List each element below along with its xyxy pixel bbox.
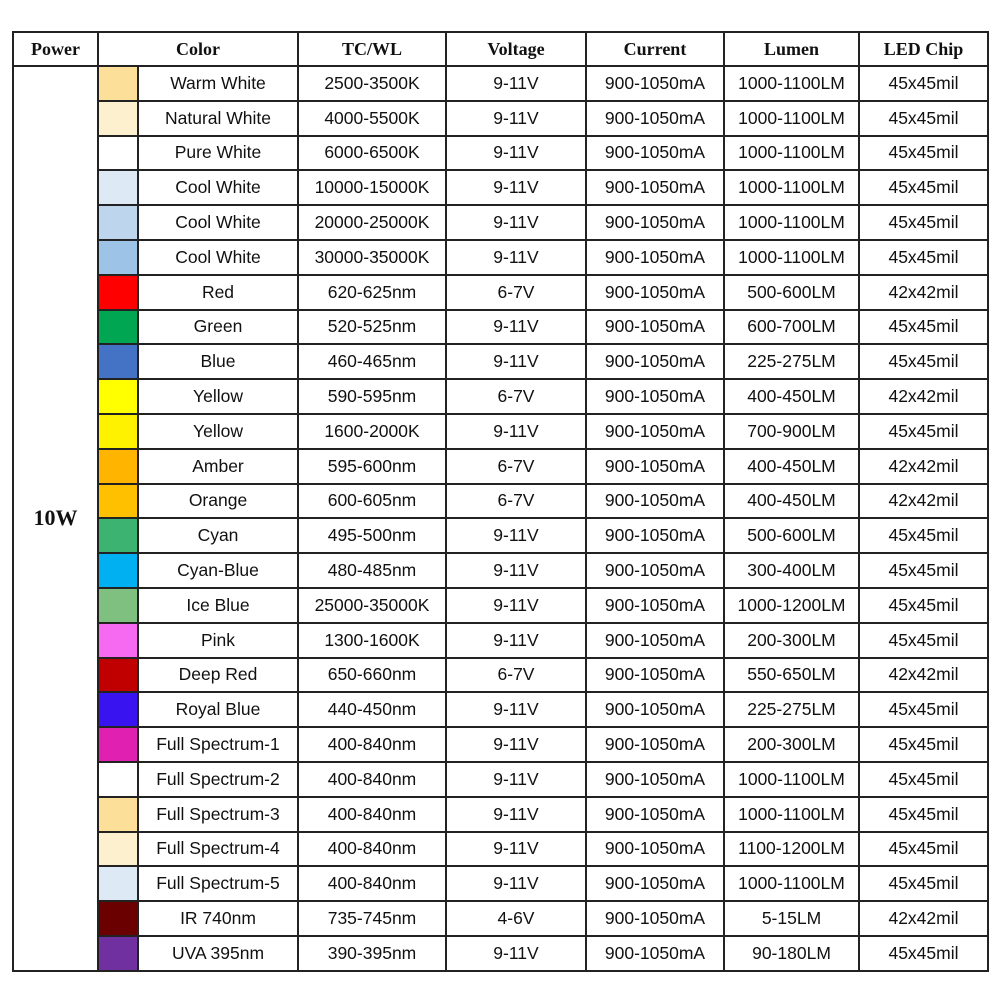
power-cell: 10W — [13, 66, 98, 971]
table-row — [13, 901, 988, 936]
lumen-cell: 550-650LM — [724, 658, 859, 693]
led-chip-cell: 45x45mil — [859, 136, 988, 171]
color-name-cell: Cool White — [138, 240, 298, 275]
current-cell: 900-1050mA — [586, 762, 724, 797]
lumen-cell: 1000-1100LM — [724, 66, 859, 101]
color-name-cell: Cool White — [138, 170, 298, 205]
table-row — [13, 553, 988, 588]
current-cell: 900-1050mA — [586, 275, 724, 310]
current-cell: 900-1050mA — [586, 866, 724, 901]
table-row — [13, 310, 988, 345]
table-row — [13, 205, 988, 240]
voltage-cell: 9-11V — [446, 101, 586, 136]
led-chip-cell: 45x45mil — [859, 310, 988, 345]
led-chip-cell: 45x45mil — [859, 797, 988, 832]
led-spec-table — [12, 31, 989, 972]
led-chip-cell: 42x42mil — [859, 379, 988, 414]
header-led-chip: LED Chip — [859, 32, 988, 66]
voltage-cell: 9-11V — [446, 832, 586, 867]
led-chip-cell: 45x45mil — [859, 205, 988, 240]
led-chip-cell: 45x45mil — [859, 170, 988, 205]
lumen-cell: 1000-1100LM — [724, 240, 859, 275]
lumen-cell: 90-180LM — [724, 936, 859, 971]
tcwl-cell: 10000-15000K — [298, 170, 446, 205]
color-swatch — [98, 866, 138, 901]
current-cell: 900-1050mA — [586, 66, 724, 101]
color-name-cell: Blue — [138, 344, 298, 379]
color-swatch — [98, 414, 138, 449]
tcwl-cell: 440-450nm — [298, 692, 446, 727]
color-swatch — [98, 518, 138, 553]
lumen-cell: 225-275LM — [724, 692, 859, 727]
voltage-cell: 9-11V — [446, 553, 586, 588]
color-name-cell: Full Spectrum-3 — [138, 797, 298, 832]
voltage-cell: 9-11V — [446, 727, 586, 762]
current-cell: 900-1050mA — [586, 658, 724, 693]
tcwl-cell: 1600-2000K — [298, 414, 446, 449]
current-cell: 900-1050mA — [586, 344, 724, 379]
voltage-cell: 9-11V — [446, 136, 586, 171]
voltage-cell: 9-11V — [446, 866, 586, 901]
color-name-cell: Green — [138, 310, 298, 345]
table-row — [13, 588, 988, 623]
current-cell: 900-1050mA — [586, 205, 724, 240]
led-chip-cell: 45x45mil — [859, 832, 988, 867]
led-chip-cell: 42x42mil — [859, 275, 988, 310]
color-swatch — [98, 205, 138, 240]
led-chip-cell: 42x42mil — [859, 484, 988, 519]
lumen-cell: 1000-1100LM — [724, 866, 859, 901]
tcwl-cell: 400-840nm — [298, 762, 446, 797]
current-cell: 900-1050mA — [586, 692, 724, 727]
led-chip-cell: 45x45mil — [859, 66, 988, 101]
lumen-cell: 400-450LM — [724, 379, 859, 414]
color-name-cell: Red — [138, 275, 298, 310]
led-chip-cell: 45x45mil — [859, 623, 988, 658]
voltage-cell: 6-7V — [446, 379, 586, 414]
color-name-cell: Cool White — [138, 205, 298, 240]
tcwl-cell: 25000-35000K — [298, 588, 446, 623]
led-chip-cell: 42x42mil — [859, 449, 988, 484]
voltage-cell: 9-11V — [446, 762, 586, 797]
table-row — [13, 414, 988, 449]
header-lumen: Lumen — [724, 32, 859, 66]
color-name-cell: Pure White — [138, 136, 298, 171]
lumen-cell: 1000-1100LM — [724, 762, 859, 797]
current-cell: 900-1050mA — [586, 136, 724, 171]
table-row — [13, 136, 988, 171]
voltage-cell: 6-7V — [446, 484, 586, 519]
current-cell: 900-1050mA — [586, 310, 724, 345]
tcwl-cell: 20000-25000K — [298, 205, 446, 240]
lumen-cell: 1000-1100LM — [724, 136, 859, 171]
table-row — [13, 484, 988, 519]
voltage-cell: 9-11V — [446, 518, 586, 553]
color-name-cell: Natural White — [138, 101, 298, 136]
tcwl-cell: 30000-35000K — [298, 240, 446, 275]
color-name-cell: Yellow — [138, 414, 298, 449]
lumen-cell: 1000-1100LM — [724, 797, 859, 832]
tcwl-cell: 600-605nm — [298, 484, 446, 519]
table-row — [13, 727, 988, 762]
color-swatch — [98, 901, 138, 936]
color-swatch — [98, 136, 138, 171]
table-row — [13, 170, 988, 205]
table-row — [13, 832, 988, 867]
led-chip-cell: 45x45mil — [859, 344, 988, 379]
tcwl-cell: 460-465nm — [298, 344, 446, 379]
lumen-cell: 700-900LM — [724, 414, 859, 449]
table-row — [13, 658, 988, 693]
table-row — [13, 275, 988, 310]
tcwl-cell: 595-600nm — [298, 449, 446, 484]
voltage-cell: 6-7V — [446, 449, 586, 484]
lumen-cell: 200-300LM — [724, 727, 859, 762]
table-row — [13, 762, 988, 797]
color-name-cell: Ice Blue — [138, 588, 298, 623]
table-row — [13, 623, 988, 658]
tcwl-cell: 1300-1600K — [298, 623, 446, 658]
color-swatch — [98, 310, 138, 345]
color-swatch — [98, 762, 138, 797]
lumen-cell: 225-275LM — [724, 344, 859, 379]
voltage-cell: 9-11V — [446, 623, 586, 658]
tcwl-cell: 480-485nm — [298, 553, 446, 588]
color-swatch — [98, 623, 138, 658]
color-name-cell: Warm White — [138, 66, 298, 101]
current-cell: 900-1050mA — [586, 170, 724, 205]
led-chip-cell: 42x42mil — [859, 658, 988, 693]
header-power: Power — [13, 32, 98, 66]
current-cell: 900-1050mA — [586, 484, 724, 519]
color-swatch — [98, 170, 138, 205]
led-chip-cell: 45x45mil — [859, 692, 988, 727]
lumen-cell: 1100-1200LM — [724, 832, 859, 867]
table-row — [13, 866, 988, 901]
voltage-cell: 9-11V — [446, 205, 586, 240]
lumen-cell: 300-400LM — [724, 553, 859, 588]
tcwl-cell: 400-840nm — [298, 727, 446, 762]
color-name-cell: UVA 395nm — [138, 936, 298, 971]
current-cell: 900-1050mA — [586, 518, 724, 553]
current-cell: 900-1050mA — [586, 797, 724, 832]
color-name-cell: Full Spectrum-2 — [138, 762, 298, 797]
table-row — [13, 344, 988, 379]
lumen-cell: 1000-1100LM — [724, 205, 859, 240]
header-tcwl: TC/WL — [298, 32, 446, 66]
led-chip-cell: 45x45mil — [859, 866, 988, 901]
table-row — [13, 518, 988, 553]
header-current: Current — [586, 32, 724, 66]
led-chip-cell: 45x45mil — [859, 936, 988, 971]
tcwl-cell: 400-840nm — [298, 797, 446, 832]
tcwl-cell: 590-595nm — [298, 379, 446, 414]
color-swatch — [98, 275, 138, 310]
voltage-cell: 4-6V — [446, 901, 586, 936]
led-chip-cell: 45x45mil — [859, 553, 988, 588]
led-chip-cell: 45x45mil — [859, 762, 988, 797]
color-swatch — [98, 553, 138, 588]
table-row — [13, 379, 988, 414]
current-cell: 900-1050mA — [586, 936, 724, 971]
header-row — [13, 32, 988, 66]
color-name-cell: Full Spectrum-5 — [138, 866, 298, 901]
header-color: Color — [98, 32, 298, 66]
color-swatch — [98, 240, 138, 275]
tcwl-cell: 6000-6500K — [298, 136, 446, 171]
table-row — [13, 797, 988, 832]
color-swatch — [98, 101, 138, 136]
lumen-cell: 5-15LM — [724, 901, 859, 936]
color-swatch — [98, 692, 138, 727]
voltage-cell: 9-11V — [446, 936, 586, 971]
color-name-cell: Orange — [138, 484, 298, 519]
color-swatch — [98, 832, 138, 867]
tcwl-cell: 400-840nm — [298, 832, 446, 867]
table-body — [13, 66, 988, 971]
lumen-cell: 600-700LM — [724, 310, 859, 345]
voltage-cell: 9-11V — [446, 797, 586, 832]
table-row — [13, 936, 988, 971]
color-name-cell: Royal Blue — [138, 692, 298, 727]
led-chip-cell: 45x45mil — [859, 414, 988, 449]
tcwl-cell: 495-500nm — [298, 518, 446, 553]
led-chip-cell: 45x45mil — [859, 240, 988, 275]
color-name-cell: Yellow — [138, 379, 298, 414]
lumen-cell: 400-450LM — [724, 484, 859, 519]
color-name-cell: Deep Red — [138, 658, 298, 693]
table-row — [13, 101, 988, 136]
color-name-cell: Full Spectrum-4 — [138, 832, 298, 867]
lumen-cell: 1000-1200LM — [724, 588, 859, 623]
current-cell: 900-1050mA — [586, 379, 724, 414]
tcwl-cell: 620-625nm — [298, 275, 446, 310]
table-row — [13, 66, 988, 101]
tcwl-cell: 400-840nm — [298, 866, 446, 901]
current-cell: 900-1050mA — [586, 414, 724, 449]
current-cell: 900-1050mA — [586, 101, 724, 136]
current-cell: 900-1050mA — [586, 240, 724, 275]
current-cell: 900-1050mA — [586, 449, 724, 484]
voltage-cell: 9-11V — [446, 588, 586, 623]
led-chip-cell: 45x45mil — [859, 101, 988, 136]
color-name-cell: Pink — [138, 623, 298, 658]
voltage-cell: 9-11V — [446, 170, 586, 205]
lumen-cell: 200-300LM — [724, 623, 859, 658]
current-cell: 900-1050mA — [586, 832, 724, 867]
color-swatch — [98, 727, 138, 762]
color-name-cell: IR 740nm — [138, 901, 298, 936]
led-chip-cell: 45x45mil — [859, 588, 988, 623]
color-name-cell: Cyan — [138, 518, 298, 553]
tcwl-cell: 4000-5500K — [298, 101, 446, 136]
current-cell: 900-1050mA — [586, 623, 724, 658]
color-swatch — [98, 344, 138, 379]
lumen-cell: 500-600LM — [724, 275, 859, 310]
led-chip-cell: 45x45mil — [859, 518, 988, 553]
led-chip-cell: 45x45mil — [859, 727, 988, 762]
tcwl-cell: 2500-3500K — [298, 66, 446, 101]
tcwl-cell: 520-525nm — [298, 310, 446, 345]
table-row — [13, 240, 988, 275]
tcwl-cell: 735-745nm — [298, 901, 446, 936]
color-swatch — [98, 449, 138, 484]
current-cell: 900-1050mA — [586, 727, 724, 762]
current-cell: 900-1050mA — [586, 553, 724, 588]
color-swatch — [98, 66, 138, 101]
voltage-cell: 6-7V — [446, 275, 586, 310]
tcwl-cell: 650-660nm — [298, 658, 446, 693]
current-cell: 900-1050mA — [586, 588, 724, 623]
header-voltage: Voltage — [446, 32, 586, 66]
current-cell: 900-1050mA — [586, 901, 724, 936]
color-name-cell: Amber — [138, 449, 298, 484]
lumen-cell: 500-600LM — [724, 518, 859, 553]
lumen-cell: 400-450LM — [724, 449, 859, 484]
color-swatch — [98, 379, 138, 414]
table-row — [13, 449, 988, 484]
color-swatch — [98, 797, 138, 832]
voltage-cell: 9-11V — [446, 66, 586, 101]
lumen-cell: 1000-1100LM — [724, 101, 859, 136]
table-row — [13, 692, 988, 727]
voltage-cell: 9-11V — [446, 344, 586, 379]
color-swatch — [98, 658, 138, 693]
tcwl-cell: 390-395nm — [298, 936, 446, 971]
color-name-cell: Full Spectrum-1 — [138, 727, 298, 762]
color-swatch — [98, 936, 138, 971]
color-swatch — [98, 588, 138, 623]
voltage-cell: 9-11V — [446, 692, 586, 727]
color-swatch — [98, 484, 138, 519]
led-chip-cell: 42x42mil — [859, 901, 988, 936]
voltage-cell: 9-11V — [446, 310, 586, 345]
lumen-cell: 1000-1100LM — [724, 170, 859, 205]
voltage-cell: 9-11V — [446, 240, 586, 275]
voltage-cell: 6-7V — [446, 658, 586, 693]
color-name-cell: Cyan-Blue — [138, 553, 298, 588]
voltage-cell: 9-11V — [446, 414, 586, 449]
